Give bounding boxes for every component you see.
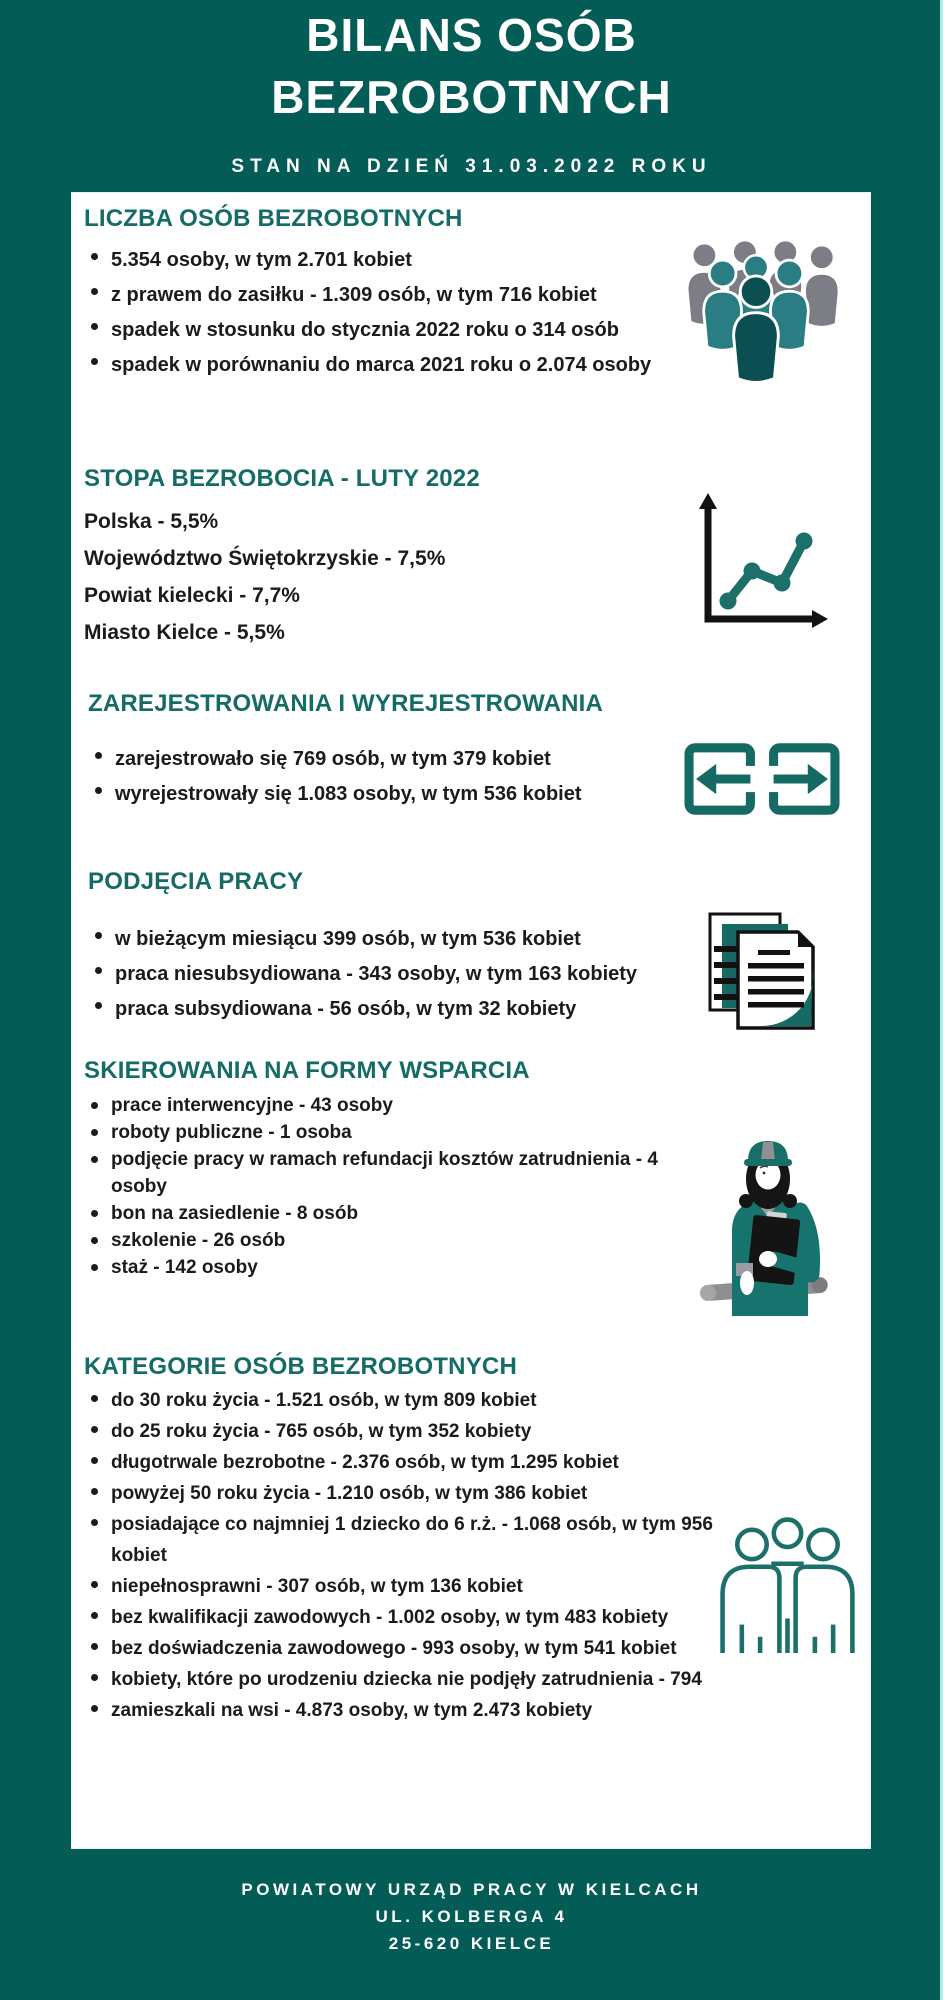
list-item: spadek w stosunku do stycznia 2022 roku o 314 osób xyxy=(84,313,684,348)
list-item: podjęcie pracy w ramach refundacji kosztów zatrudnienia - 4 osoby xyxy=(84,1146,699,1200)
list-item: niepełnosprawni - 307 osób, w tym 136 kobiet xyxy=(84,1571,739,1602)
list-item: praca subsydiowana - 56 osób, w tym 32 kobiety xyxy=(88,992,688,1027)
transfer-arrows-icon xyxy=(684,739,840,819)
page-title-line1: BILANS OSÓB xyxy=(306,9,637,61)
page-title xyxy=(0,4,943,128)
section-podjecia-pracy xyxy=(88,868,688,1027)
worker-illustration xyxy=(694,1111,844,1321)
content-card xyxy=(72,193,870,1848)
section-heading: LICZBA OSÓB BEZROBOTNYCH xyxy=(84,205,463,232)
documents-icon xyxy=(700,909,835,1033)
list-item: bon na zasiedlenie - 8 osób xyxy=(84,1200,699,1227)
section-kategorie xyxy=(84,1353,739,1726)
crowd-icon xyxy=(670,237,842,399)
list-item: praca niesubsydiowana - 343 osoby, w tym 163 kobiety xyxy=(88,957,688,992)
list-item: bez doświadczenia zawodowego - 993 osoby, w tym 541 kobiet xyxy=(84,1633,739,1664)
footer-city: 25-620 KIELCE xyxy=(388,1934,555,1953)
section-zarejestrowania xyxy=(88,690,688,812)
list-item: bez kwalifikacji zawodowych - 1.002 osoby, w tym 483 kobiety xyxy=(84,1602,739,1633)
bullet-list xyxy=(88,742,688,812)
list-item: do 30 roku życia - 1.521 osób, w tym 809 kobiet xyxy=(84,1385,739,1416)
section-liczba-osob xyxy=(84,205,684,383)
list-item: szkolenie - 26 osób xyxy=(84,1227,699,1254)
list-item: posiadające co najmniej 1 dziecko do 6 r.ż. - 1.068 osób, w tym 956 kobiet xyxy=(84,1509,739,1571)
list-item: wyrejestrowały się 1.083 osoby, w tym 536 kobiet xyxy=(88,777,688,812)
footer-org: POWIATOWY URZĄD PRACY W KIELCACH xyxy=(241,1880,702,1899)
list-item: prace interwencyjne - 43 osoby xyxy=(84,1092,699,1119)
list-item: spadek w porównaniu do marca 2021 roku o 2.074 osoby xyxy=(84,348,684,383)
list-item: z prawem do zasiłku - 1.309 osób, w tym 716 kobiet xyxy=(84,278,684,313)
bullet-list xyxy=(84,1092,699,1281)
section-heading: KATEGORIE OSÓB BEZROBOTNYCH xyxy=(84,1353,517,1380)
list-item: długotrwale bezrobotne - 2.376 osób, w tym 1.295 kobiet xyxy=(84,1447,739,1478)
list-item: 5.354 osoby, w tym 2.701 kobiet xyxy=(84,243,684,278)
list-item: kobiety, które po urodzeniu dziecka nie podjęły zatrudnienia - 794 xyxy=(84,1664,739,1695)
page-title-line2: BEZROBOTNYCH xyxy=(271,71,672,123)
list-item: zamieszkali na wsi - 4.873 osoby, w tym 2.473 kobiety xyxy=(84,1695,739,1726)
bullet-list xyxy=(84,1385,739,1726)
footer xyxy=(0,1876,943,1957)
line-chart-icon xyxy=(690,491,830,639)
stat-lines xyxy=(84,503,684,651)
group-outline-icon xyxy=(714,1513,862,1653)
section-heading: PODJĘCIA PRACY xyxy=(88,868,304,895)
page-subtitle: STAN NA DZIEŃ 31.03.2022 ROKU xyxy=(231,156,712,177)
section-heading: ZAREJESTROWANIA I WYREJESTROWANIA xyxy=(88,690,604,717)
footer-street: UL. KOLBERGA 4 xyxy=(375,1907,568,1926)
section-heading: STOPA BEZROBOCIA - LUTY 2022 xyxy=(84,465,480,492)
list-item: do 25 roku życia - 765 osób, w tym 352 kobiety xyxy=(84,1416,739,1447)
list-item: powyżej 50 roku życia - 1.210 osób, w tym 386 kobiet xyxy=(84,1478,739,1509)
section-skierowania xyxy=(84,1057,699,1281)
list-item: Województwo Świętokrzyskie - 7,5% xyxy=(84,547,446,570)
list-item: w bieżącym miesiącu 399 osób, w tym 536 kobiet xyxy=(88,922,688,957)
list-item: Polska - 5,5% xyxy=(84,510,219,533)
bullet-list xyxy=(88,922,688,1027)
bullet-list xyxy=(84,243,684,383)
list-item: Miasto Kielce - 5,5% xyxy=(84,621,285,644)
list-item: roboty publiczne - 1 osoba xyxy=(84,1119,699,1146)
list-item: zarejestrowało się 769 osób, w tym 379 kobiet xyxy=(88,742,688,777)
section-stopa-bezrobocia xyxy=(84,465,684,651)
list-item: staż - 142 osoby xyxy=(84,1254,699,1281)
list-item: Powiat kielecki - 7,7% xyxy=(84,584,300,607)
section-heading: SKIEROWANIA NA FORMY WSPARCIA xyxy=(84,1057,530,1084)
